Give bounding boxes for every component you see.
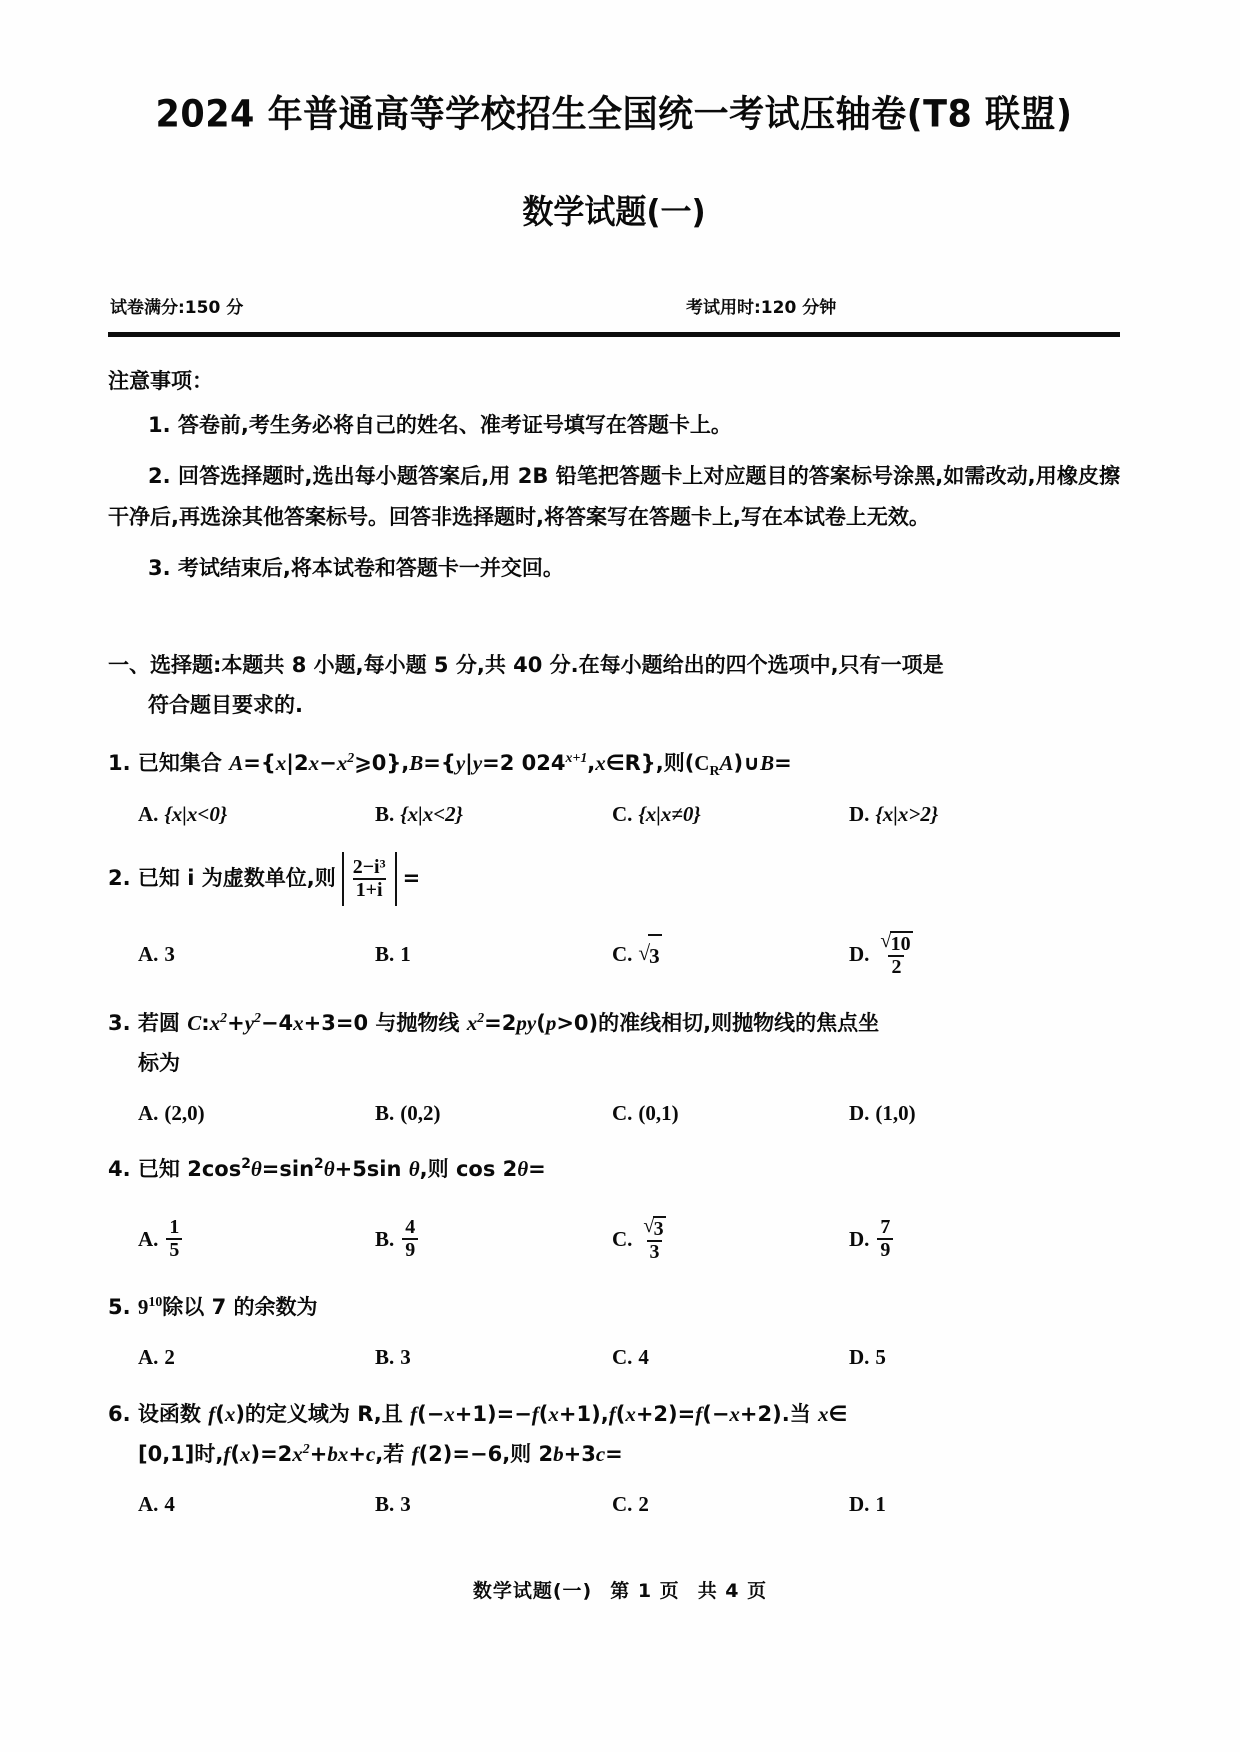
q4-seg: θ — [408, 1157, 420, 1182]
option-label: C. — [612, 1226, 633, 1251]
option-text: 1 — [400, 942, 411, 967]
fraction-denominator: 9 — [402, 1238, 418, 1261]
option-label: C. — [612, 1100, 633, 1125]
fraction — [350, 857, 389, 901]
option-d[interactable] — [849, 1485, 1086, 1524]
q1-seg: x — [595, 751, 606, 776]
question-2-number: 2. — [108, 865, 131, 890]
option-label: B. — [375, 942, 395, 967]
q1-seg: y — [455, 751, 466, 776]
q5-seg: 除以 7 的余数为 — [162, 1295, 318, 1320]
option-text: 3 — [164, 942, 175, 967]
q1-seg: x — [308, 751, 320, 776]
option-d[interactable] — [849, 931, 1086, 978]
q6-seg: f — [608, 1401, 616, 1426]
q4-seg: θ — [517, 1157, 529, 1182]
q1-seg: ∈R},则( — [605, 751, 695, 776]
q6-seg: ( — [230, 1441, 240, 1466]
q6-seg: ( — [215, 1401, 225, 1426]
q1-seg: 2 — [347, 750, 355, 766]
option-text: (0,1) — [638, 1100, 679, 1125]
question-6-number: 6. — [108, 1401, 131, 1426]
q6-seg: 设函数 — [137, 1401, 209, 1426]
q1-seg: B — [760, 751, 775, 776]
q4-seg: ,则 cos 2 — [419, 1157, 518, 1182]
q1-seg: − — [319, 751, 337, 776]
option-label: A. — [138, 1226, 159, 1251]
fraction-numerator: 4 — [405, 1216, 416, 1239]
q2-seg: 已知 i 为虚数单位,则 — [137, 865, 336, 890]
question-6 — [108, 1395, 1120, 1524]
question-5-number: 5. — [108, 1295, 131, 1320]
q6-seg: ∈ — [828, 1401, 848, 1426]
q6-seg: x — [729, 1401, 740, 1426]
q1-seg: )∪ — [733, 751, 761, 776]
q1-seg: ⩾0}, — [354, 751, 410, 776]
modulus-expression — [338, 852, 401, 906]
q3-seg: p — [545, 1010, 557, 1035]
q1-seg: x — [275, 751, 287, 776]
q6-seg: x — [239, 1441, 251, 1466]
page-footer — [0, 1576, 1240, 1603]
q3-seg: x — [209, 1010, 221, 1035]
q3-seg: + — [227, 1010, 245, 1035]
q6-seg: ( — [538, 1401, 549, 1426]
q3-seg: =2 — [484, 1010, 517, 1035]
option-text: {x|x<0} — [164, 801, 228, 826]
q4-seg: θ — [250, 1157, 262, 1182]
q1-seg: ={ — [423, 751, 456, 776]
page-content — [108, 58, 1120, 1524]
footer-total-pages: 共 4 页 — [697, 1580, 768, 1602]
option-d[interactable] — [849, 1217, 1086, 1261]
q1-seg: ={ — [243, 751, 276, 776]
q6-seg: +1)=− — [454, 1401, 532, 1426]
fraction-denominator: 5 — [166, 1238, 182, 1261]
q6-seg: + — [348, 1441, 366, 1466]
q6-seg: f — [411, 1441, 419, 1466]
q4-seg: 已知 2cos — [137, 1157, 242, 1182]
option-b[interactable] — [375, 1338, 612, 1377]
q1-seg: R — [709, 763, 720, 779]
question-3-stem-line2: 标为 — [138, 1050, 180, 1075]
q1-seg: , — [587, 751, 596, 776]
question-1-stem — [108, 744, 1120, 785]
option-a[interactable] — [138, 935, 375, 974]
q4-seg: θ — [323, 1157, 335, 1182]
q6-seg: x — [818, 1401, 829, 1426]
option-label: A. — [138, 1100, 159, 1125]
q1-seg: x — [336, 751, 348, 776]
question-1-options — [108, 795, 1120, 834]
q6-seg: x — [444, 1401, 455, 1426]
option-text: 5 — [875, 1345, 886, 1370]
q6-seg: f — [695, 1401, 703, 1426]
q1-seg: = — [774, 751, 792, 776]
option-c[interactable] — [612, 1216, 849, 1263]
question-4-stem — [108, 1150, 1120, 1190]
option-label: B. — [375, 1226, 395, 1251]
q6-seg: x — [224, 1401, 236, 1426]
question-5-stem — [108, 1288, 1120, 1328]
option-label: A. — [138, 942, 159, 967]
question-4-number: 4. — [108, 1157, 131, 1182]
q3-seg: +3=0 与抛物线 — [303, 1010, 467, 1035]
q1-seg: y — [472, 751, 483, 776]
option-a[interactable] — [138, 1094, 375, 1133]
section-heading-line1: 一、选择题:本题共 8 小题,每小题 5 分,共 40 分.在每小题给出的四个选项中,只有一项是 — [108, 652, 944, 677]
q6-seg: +1), — [558, 1401, 609, 1426]
question-1-number: 1. — [108, 751, 131, 776]
q3-seg: py — [516, 1010, 537, 1035]
footer-page-number: 第 1 页 — [610, 1580, 680, 1602]
q1-seg: =2 024 — [482, 751, 566, 776]
option-b[interactable] — [375, 795, 612, 834]
fraction — [877, 1217, 893, 1261]
question-6-stem — [108, 1395, 1120, 1475]
q6-seg: c — [595, 1441, 606, 1466]
q6-seg: f — [410, 1401, 418, 1426]
option-text: {x|x≠0} — [638, 801, 701, 826]
q4-seg: 2 — [314, 1156, 324, 1173]
notice-item: 3. 考试结束后,将本试卷和答题卡一并交回。 — [148, 555, 564, 580]
q6-seg: x — [292, 1441, 303, 1466]
question-2 — [108, 852, 1120, 986]
q1-seg: A — [229, 751, 244, 776]
question-5 — [108, 1288, 1120, 1377]
option-d[interactable] — [849, 1094, 1086, 1133]
option-d[interactable] — [849, 1338, 1086, 1377]
question-6-stem-line2 — [108, 1435, 1120, 1475]
q6-seg: )=2 — [250, 1441, 293, 1466]
section-heading-line2: 符合题目要求的. — [148, 693, 303, 718]
q6-seg: (− — [702, 1401, 730, 1426]
fraction-denominator: 2 — [888, 955, 904, 978]
q6-seg: bx — [327, 1441, 349, 1466]
q1-seg: B — [409, 751, 424, 776]
page-title: 2024 年普通高等学校招生全国统一考试压轴卷(T8 联盟) — [155, 93, 1073, 137]
option-a[interactable] — [138, 1338, 375, 1377]
option-label: A. — [138, 1345, 159, 1370]
q5-seg: 10 — [148, 1294, 163, 1310]
option-text: (2,0) — [164, 1100, 205, 1125]
question-2-options — [108, 924, 1120, 986]
option-text: 3 — [400, 1491, 411, 1516]
q6-seg: 2 — [302, 1440, 310, 1456]
option-label: B. — [375, 1100, 395, 1125]
page-subtitle: 数学试题(一) — [522, 192, 706, 232]
option-label: D. — [849, 801, 870, 826]
q1-seg: 已知集合 — [137, 751, 230, 776]
q3-seg: 2 — [254, 1009, 261, 1025]
q4-seg: =sin — [261, 1157, 315, 1182]
q2-seg: = — [402, 865, 421, 890]
option-label: D. — [849, 1491, 870, 1516]
fraction-denominator: 3 — [647, 1240, 663, 1263]
sqrt-3: √ 3 — [643, 1214, 664, 1240]
q3-seg: 2 — [220, 1009, 228, 1025]
option-text: (1,0) — [875, 1100, 916, 1125]
sqrt-10: √ 10 — [880, 930, 911, 956]
q5-seg: 9 — [137, 1295, 149, 1320]
duration-label: 考试用时:120 分钟 — [686, 297, 837, 318]
q6-seg: b — [553, 1441, 564, 1466]
complement-symbol: C — [694, 751, 710, 776]
option-c[interactable] — [612, 1094, 849, 1133]
q6-seg: +3 — [563, 1441, 596, 1466]
q6-seg: (− — [417, 1401, 445, 1426]
q3-seg: x — [466, 1010, 478, 1035]
fraction — [166, 1217, 182, 1261]
option-c[interactable] — [612, 1338, 849, 1377]
q6-seg: x — [548, 1401, 559, 1426]
option-text: 2 — [638, 1491, 649, 1516]
q6-seg: f — [208, 1401, 216, 1426]
option-label: D. — [849, 1345, 870, 1370]
question-3-stem — [108, 1004, 1120, 1084]
q3-seg: 若圆 — [137, 1010, 188, 1035]
option-a[interactable] — [138, 1485, 375, 1524]
option-label: C. — [612, 942, 633, 967]
q1-seg: |2 — [286, 751, 309, 776]
option-text: 2 — [164, 1345, 175, 1370]
notice-item: 2. 回答选择题时,选出每小题答案后,用 2B 铅笔把答题卡上对应题目的答案标号涂黑,如需改动,用橡皮擦干净后,再选涂其他答案标号。回答非选择题时,将答案写在答题卡上,写在本试卷上无效。 — [108, 463, 1120, 529]
option-b[interactable] — [375, 935, 612, 974]
option-d[interactable] — [849, 795, 1086, 834]
option-c[interactable] — [612, 795, 849, 834]
question-1 — [108, 744, 1120, 833]
q6-seg: +2)= — [635, 1401, 696, 1426]
option-label: B. — [375, 801, 395, 826]
question-4-options — [108, 1208, 1120, 1270]
option-label: D. — [849, 942, 870, 967]
q6-seg: = — [605, 1441, 623, 1466]
question-5-options — [108, 1338, 1120, 1377]
q3-seg: C — [187, 1010, 202, 1035]
option-text: (0,2) — [400, 1100, 441, 1125]
option-text: 3 — [400, 1345, 411, 1370]
q1-seg: A — [719, 751, 734, 776]
q6-seg: + — [309, 1441, 328, 1466]
q6-seg: +2).当 — [739, 1401, 819, 1426]
q6-seg: c — [365, 1441, 376, 1466]
question-6-options — [108, 1485, 1120, 1524]
option-text: 1 — [875, 1491, 886, 1516]
q6-seg: x — [625, 1401, 636, 1426]
q4-seg: +5sin — [334, 1157, 409, 1182]
q3-seg: −4 — [260, 1010, 294, 1035]
fraction-numerator: 1 — [169, 1216, 180, 1239]
option-text: {x|x<2} — [400, 801, 463, 826]
abs-bar-right — [395, 852, 397, 906]
q3-seg: >0)的准线相切,则抛物线的焦点坐 — [556, 1010, 880, 1035]
q6-seg: (2)=−6,则 2 — [418, 1441, 554, 1466]
option-c[interactable] — [612, 1485, 849, 1524]
option-label: D. — [849, 1100, 870, 1125]
q3-seg: : — [201, 1010, 210, 1035]
option-label: C. — [612, 1345, 633, 1370]
fraction — [402, 1217, 418, 1261]
fraction-numerator: 7 — [880, 1216, 891, 1239]
footer-paper-name: 数学试题(一) — [472, 1580, 593, 1602]
q6-seg: f — [531, 1401, 539, 1426]
fraction — [877, 931, 915, 978]
option-text: {x|x>2} — [875, 801, 939, 826]
option-c[interactable] — [612, 934, 849, 976]
option-text: 4 — [164, 1491, 175, 1516]
question-3 — [108, 1004, 1120, 1133]
option-label: A. — [138, 1491, 159, 1516]
question-3-options — [108, 1094, 1120, 1133]
full-marks-label: 试卷满分:150 分 — [110, 297, 244, 318]
option-label: B. — [375, 1491, 395, 1516]
q4-seg: 2 — [241, 1156, 251, 1173]
q4-seg: = — [528, 1157, 546, 1182]
exam-meta-row — [108, 293, 1120, 318]
option-label: C. — [612, 1491, 633, 1516]
question-2-stem — [108, 852, 1120, 906]
option-label: C. — [612, 801, 633, 826]
option-b[interactable] — [375, 1094, 612, 1133]
q6-seg: f — [223, 1441, 231, 1466]
option-b[interactable] — [375, 1217, 612, 1261]
option-a[interactable] — [138, 795, 375, 834]
q6-seg: )的定义域为 R,且 — [235, 1401, 411, 1426]
fraction-denominator: 9 — [877, 1238, 893, 1261]
q6-seg: ,若 — [375, 1441, 412, 1466]
sqrt-3: √ 3 — [638, 934, 661, 976]
header-divider — [108, 332, 1120, 337]
fraction-numerator: 2−i³ — [352, 855, 386, 878]
fraction — [640, 1216, 668, 1263]
notice-item: 1. 答卷前,考生务必将自己的姓名、准考证号填写在答题卡上。 — [148, 412, 732, 437]
option-b[interactable] — [375, 1485, 612, 1524]
question-4 — [108, 1150, 1120, 1270]
abs-bar-left — [342, 852, 344, 906]
q6-seg: [0,1]时, — [138, 1441, 224, 1466]
q3-seg: y — [244, 1010, 255, 1035]
q6-seg: ( — [615, 1401, 626, 1426]
q3-seg: ( — [536, 1010, 546, 1035]
option-text: 4 — [638, 1345, 649, 1370]
q1-seg: | — [465, 751, 473, 776]
option-label: D. — [849, 1226, 870, 1251]
fraction-denominator: 1+i — [353, 878, 386, 901]
q3-seg: x — [293, 1010, 304, 1035]
option-label: A. — [138, 801, 159, 826]
section-heading — [108, 645, 1120, 727]
notices-heading: 注意事项： — [108, 368, 213, 393]
option-label: B. — [375, 1345, 395, 1370]
question-3-number: 3. — [108, 1010, 131, 1035]
q1-seg: x+1 — [565, 750, 588, 766]
q3-seg: 2 — [477, 1009, 485, 1025]
option-a[interactable] — [138, 1217, 375, 1261]
